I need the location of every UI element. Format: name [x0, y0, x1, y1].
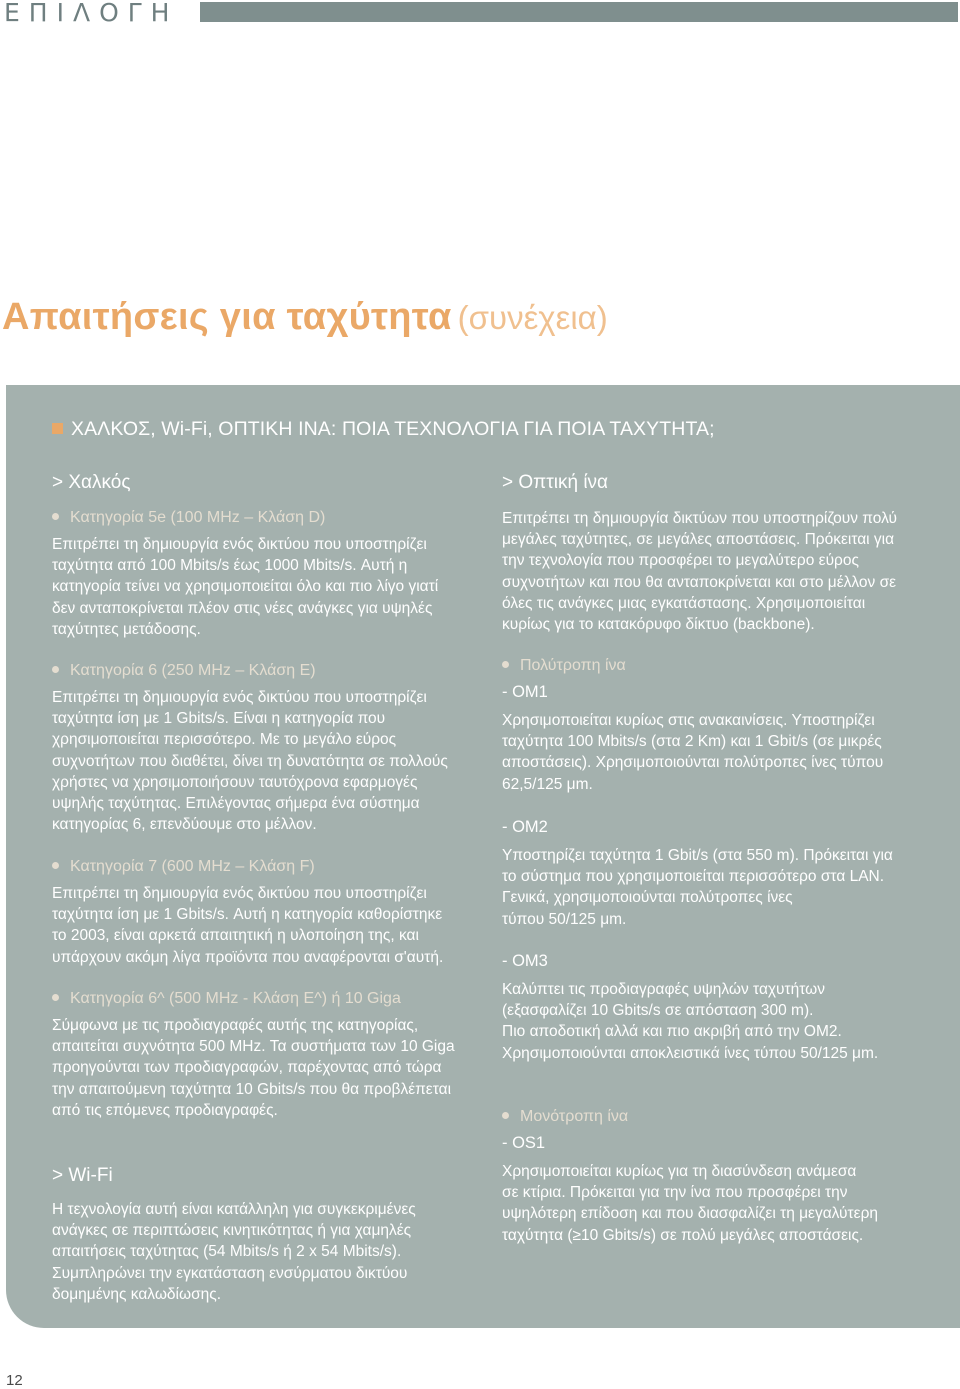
fiber-section-title: > Οπτική ίνα	[502, 472, 609, 493]
os1-label: - OS1	[502, 1134, 546, 1152]
cat5e-title-text: Κατηγορία 5e (100 MHz – Κλάση D)	[70, 509, 326, 526]
bullet-dot-icon	[52, 513, 59, 520]
panel-heading-text: ΧΑΛΚΟΣ, Wi-Fi, ΟΠΤΙΚΗ ΙΝΑ: ΠΟΙΑ ΤΕΧΝΟΛΟΓΙΑ ΓΙΑ ΠΟΙΑ ΤΑΧΥΤΗΤΑ;	[71, 418, 715, 440]
bullet-dot-icon	[52, 994, 59, 1001]
cat7-text: Επιτρέπει τη δημιουργία ενός δικτύου που υποστηρίζει ταχύτητα ίση με 1 Gbits/s. Αυτή η κατηγορία καθορίστηκε το 2003, είναι αρκετά απαιτητική η υλοποίηση της, και υπάρχουν ακόμη λίγα προϊόντα που αναφέρονται σ'αυτή.	[52, 885, 444, 966]
cat7-title	[52, 858, 315, 876]
cat7-title-text: Κατηγορία 7 (600 MHz – Κλάση F)	[70, 858, 315, 875]
os1-text: Χρησιμοποιείται κυρίως για τη διασύνδεση ανάμεσα σε κτίρια. Πρόκειται για την ίνα που προσφέρει την υψηλότερη επίδοση και που διασφαλίζει τη μεγαλύτερη ταχύτητα (≥10 Gbits/s) σε πολύ μεγάλες αποστάσεις.	[502, 1163, 879, 1244]
cat6a-text: Σύμφωνα με τις προδιαγραφές αυτής της κατηγορίας, απαιτείται συχνότητα 500 MHz. Τα συστήματα των 10 Giga προηγούνται των προδιαγραφών, παρέχοντας από τώρα την απαιτούμενη ταχύτητα 10 Gbits/s που θα προβλέπεται από τις επόμενες προδιαγραφές.	[52, 1017, 455, 1119]
om2-label: - OM2	[502, 818, 548, 836]
page-title-continued: (συνέχεια)	[457, 299, 608, 336]
singlemode-title-text: Μονότροπη ίνα	[520, 1108, 629, 1125]
om3-text: Καλύπτει τις προδιαγραφές υψηλών ταχυτήτων (εξασφαλίζει 10 Gbits/s σε απόσταση 300 m). Πιο αποδοτική αλλά και πιο ακριβή από την OM2. Χρησιμοποιούνται αποκλειστικά ίνες τύπου 50/125 μm.	[502, 981, 879, 1062]
bullet-dot-icon	[502, 1112, 509, 1119]
bullet-dot-icon	[52, 862, 59, 869]
om1-text: Χρησιμοποιείται κυρίως στις ανακαινίσεις. Υποστηρίζει ταχύτητα 100 Mbits/s (στα 2 Km) και 1 Gbit/s (σε μικρές αποστάσεις). Χρησιμοποιούνται πολύτροπες ίνες τύπου 62,5/125 μm.	[502, 712, 884, 793]
page-title	[2, 296, 608, 339]
singlemode-title	[502, 1108, 628, 1126]
wifi-section-title: > Wi-Fi	[52, 1165, 113, 1186]
wifi-text: Η τεχνολογία αυτή είναι κατάλληλη για συγκεκριμένες ανάγκες σε περιπτώσεις κινητικότητας ή για χαμηλές απαιτήσεις ταχύτητας (54 Mbits/s ή 2 x 54 Mbits/s). Συμπληρώνει την εγκατάσταση ενσύρματου δικτύου δομημένης καλωδίωσης.	[52, 1201, 416, 1303]
om1-label: - OM1	[502, 683, 548, 701]
page-number: 12	[6, 1372, 23, 1389]
section-header-word: ΕΠΙΛΟΓΗ	[4, 0, 179, 27]
header-bar	[200, 2, 958, 22]
cat6-title	[52, 662, 316, 680]
cat6a-title-text: Κατηγορία 6^ (500 MHz - Κλάση E^) ή 10 Giga	[70, 990, 401, 1007]
panel-heading	[52, 418, 715, 441]
square-bullet-icon	[52, 423, 63, 434]
multimode-title	[502, 657, 626, 675]
multimode-title-text: Πολύτροπη ίνα	[520, 657, 626, 674]
fiber-text: Επιτρέπει τη δημιουργία δικτύων που υποστηρίζουν πολύ μεγάλες ταχύτητες, σε μεγάλες αποστάσεις. Πρόκειται για την τεχνολογία που προσφέρει το μεγαλύτερο εύρος συχνοτήτων και που θα ανταποκρίνεται και στο μέλλον σε όλες τις ανάγκες μιας εγκατάστασης. Χρησιμοποιείται κυρίως για το κατακόρυφο δίκτυο (backbone).	[502, 510, 897, 634]
cat5e-title	[52, 509, 325, 527]
cat6-title-text: Κατηγορία 6 (250 MHz – Κλάση E)	[70, 662, 316, 679]
cat6a-title	[52, 990, 401, 1008]
bullet-dot-icon	[52, 666, 59, 673]
copper-section-title: > Χαλκός	[52, 472, 131, 493]
cat6-text: Επιτρέπει τη δημιουργία ενός δικτύου που υποστηρίζει ταχύτητα ίση με 1 Gbits/s. Είναι η κατηγορία που χρησιμοποιείται περισσότερο. Με το μεγάλο εύρος συχνοτήτων που διαθέτει, δίνει τη δυνατότητα σε πολλούς χρήστες να χρησιμοποιήσουν ταυτόχρονα εφαρμογές υψηλής ταχύτητας. Επιλέγοντας σήμερα ένα σύστημα κατηγορίας 6, επενδύουμε στο μέλλον.	[52, 689, 448, 834]
om2-text: Υποστηρίζει ταχύτητα 1 Gbit/s (στα 550 m). Πρόκειται για το σύστημα που χρησιμοποιείται περισσότερο στα LAN. Γενικά, χρησιμοποιούνται πολύτροπες ίνες τύπου 50/125 μm.	[502, 847, 893, 928]
cat5e-text: Επιτρέπει τη δημιουργία ενός δικτύου που υποστηρίζει ταχύτητα από 100 Mbits/s έως 1000 Mbits/s. Αυτή η κατηγορία τείνει να χρησιμοποιείται όλο και πιο λίγο γιατί δεν ανταποκρίνεται πλέον στις νέες ανάγκες για υψηλές ταχύτητες μετάδοσης.	[52, 536, 439, 638]
bullet-dot-icon	[502, 661, 509, 668]
om3-label: - OM3	[502, 952, 548, 970]
page-title-main: Απαιτήσεις για ταχύτητα	[2, 296, 452, 338]
